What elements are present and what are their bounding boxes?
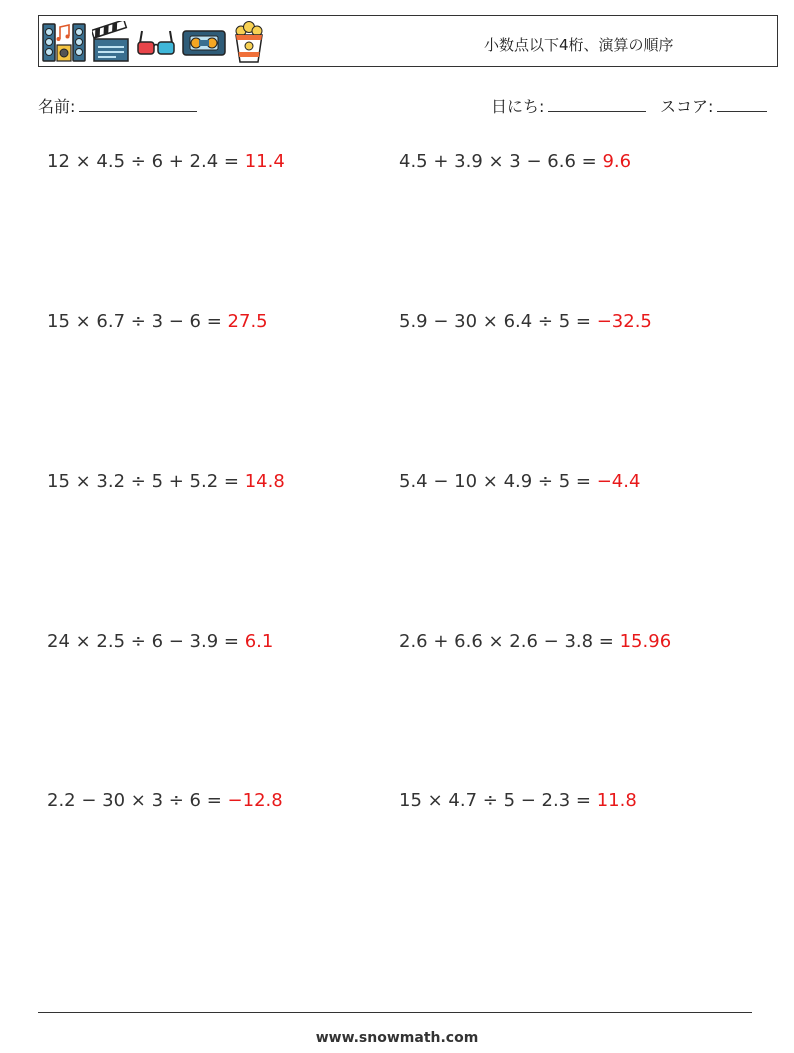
answer-text: 9.6 — [602, 151, 632, 172]
answer-text: 27.5 — [227, 311, 268, 332]
question-text: 2.2 − 30 × 3 ÷ 6 = — [47, 790, 228, 811]
question-text: 24 × 2.5 ÷ 6 − 3.9 = — [47, 631, 245, 652]
answer-text: −32.5 — [596, 311, 652, 332]
score-label: スコア: — [660, 97, 714, 116]
question-text: 4.5 + 3.9 × 3 − 6.6 = — [399, 151, 603, 172]
name-field — [38, 94, 197, 117]
answer-text: 6.1 — [244, 631, 274, 652]
answer-text: 15.96 — [619, 631, 672, 652]
date-blank[interactable] — [548, 97, 646, 112]
score-blank[interactable] — [717, 97, 767, 112]
answer-text: 14.8 — [244, 471, 285, 492]
problem-6 — [399, 471, 640, 492]
vhs-tape-icon — [182, 21, 226, 63]
answer-text: −4.4 — [596, 471, 641, 492]
question-text: 2.6 + 6.6 × 2.6 − 3.8 = — [399, 631, 620, 652]
popcorn-icon — [232, 20, 266, 64]
clapperboard-icon — [92, 21, 130, 63]
icon-strip — [42, 20, 266, 64]
footer-divider — [38, 1012, 752, 1013]
answer-text: −12.8 — [227, 790, 283, 811]
name-label: 名前: — [38, 97, 76, 116]
problem-3 — [47, 311, 268, 332]
question-text: 5.9 − 30 × 6.4 ÷ 5 = — [399, 311, 597, 332]
date-field — [491, 94, 646, 117]
problem-4 — [399, 311, 652, 332]
answer-text: 11.8 — [596, 790, 637, 811]
problem-1 — [47, 151, 285, 172]
problem-10 — [399, 790, 637, 811]
answer-text: 11.4 — [244, 151, 285, 172]
problem-9 — [47, 790, 283, 811]
question-text: 15 × 6.7 ÷ 3 − 6 = — [47, 311, 228, 332]
3d-glasses-icon — [136, 21, 176, 63]
question-text: 15 × 3.2 ÷ 5 + 5.2 = — [47, 471, 245, 492]
problem-8 — [399, 631, 671, 652]
name-blank[interactable] — [79, 97, 197, 112]
question-text: 15 × 4.7 ÷ 5 − 2.3 = — [399, 790, 597, 811]
worksheet-title: 小数点以下4桁、演算の順序 — [484, 36, 674, 54]
score-field — [660, 94, 767, 117]
problem-2 — [399, 151, 631, 172]
problem-7 — [47, 631, 273, 652]
footer-url[interactable]: www.snowmath.com — [315, 1030, 479, 1046]
question-text: 12 × 4.5 ÷ 6 + 2.4 = — [47, 151, 245, 172]
problem-5 — [47, 471, 285, 492]
speaker-icon — [42, 21, 86, 63]
date-label: 日にち: — [491, 97, 545, 116]
question-text: 5.4 − 10 × 4.9 ÷ 5 = — [399, 471, 597, 492]
header-box — [38, 15, 778, 67]
